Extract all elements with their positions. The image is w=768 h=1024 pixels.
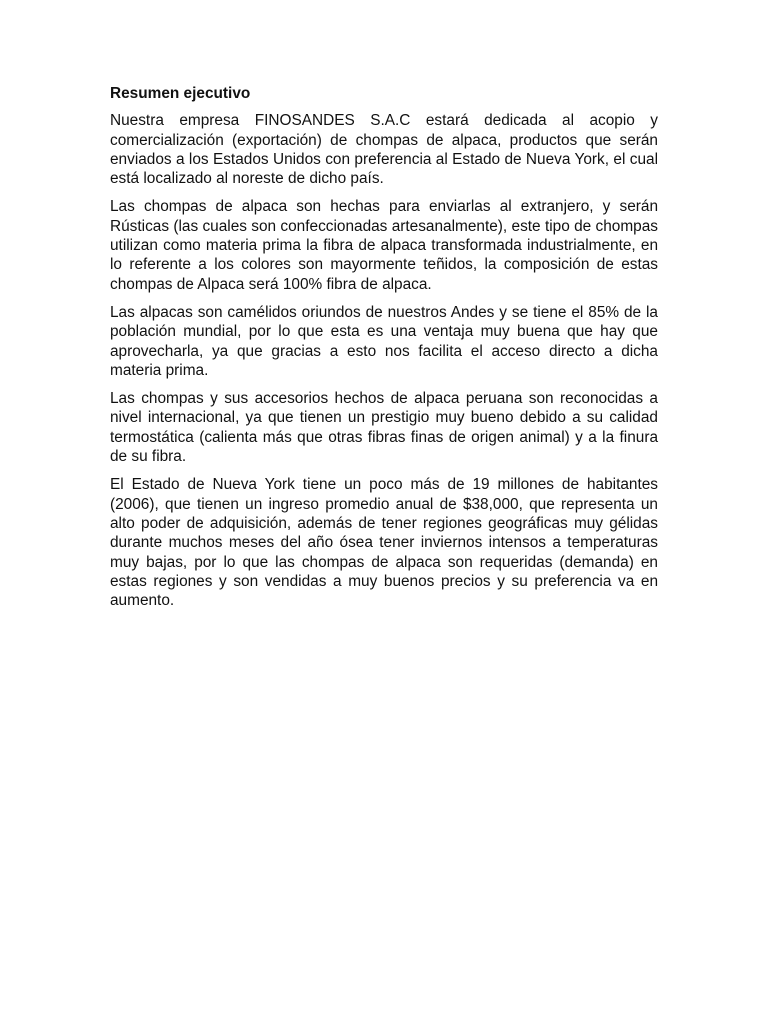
document-body	[110, 84, 658, 619]
paragraph-3: Las alpacas son camélidos oriundos de nuestros Andes y se tiene el 85% de la población mundial, por lo que esta es una ventaja muy buena que hay que aprovecharla, ya que gracias a esto nos facilita el acceso directo a dicha materia prima.	[110, 303, 658, 379]
paragraph-5: El Estado de Nueva York tiene un poco más de 19 millones de habitantes (2006), que tienen un ingreso promedio anual de $38,000, que representa un alto poder de adquisición, además de tener regiones geográficas muy gélidas durante muchos meses del año ósea tener inviernos intensos a temperaturas muy bajas, por lo que las chompas de alpaca son requeridas (demanda) en estas regiones y son vendidas a muy buenos precios y su preferencia va en aumento.	[110, 476, 658, 610]
paragraph-1: Nuestra empresa FINOSANDES S.A.C estará dedicada al acopio y comercialización (exportación) de chompas de alpaca, productos que serán enviados a los Estados Unidos con preferencia al Estado de Nueva York, el cual está localizado al noreste de dicho país.	[110, 112, 658, 188]
section-heading: Resumen ejecutivo	[110, 85, 251, 102]
paragraph-2: Las chompas de alpaca son hechas para enviarlas al extranjero, y serán Rústicas (las cuales son confeccionadas artesanalmente), este tipo de chompas utilizan como materia prima la fibra de alpaca transformada industrialmente, en lo referente a los colores son mayormente teñidos, la composición de estas chompas de Alpaca será 100% fibra de alpaca.	[110, 198, 658, 293]
paragraph-4: Las chompas y sus accesorios hechos de alpaca peruana son reconocidas a nivel internacional, ya que tienen un prestigio muy bueno debido a su calidad termostática (calienta más que otras fibras finas de origen animal) y a la finura de su fibra.	[110, 390, 658, 466]
